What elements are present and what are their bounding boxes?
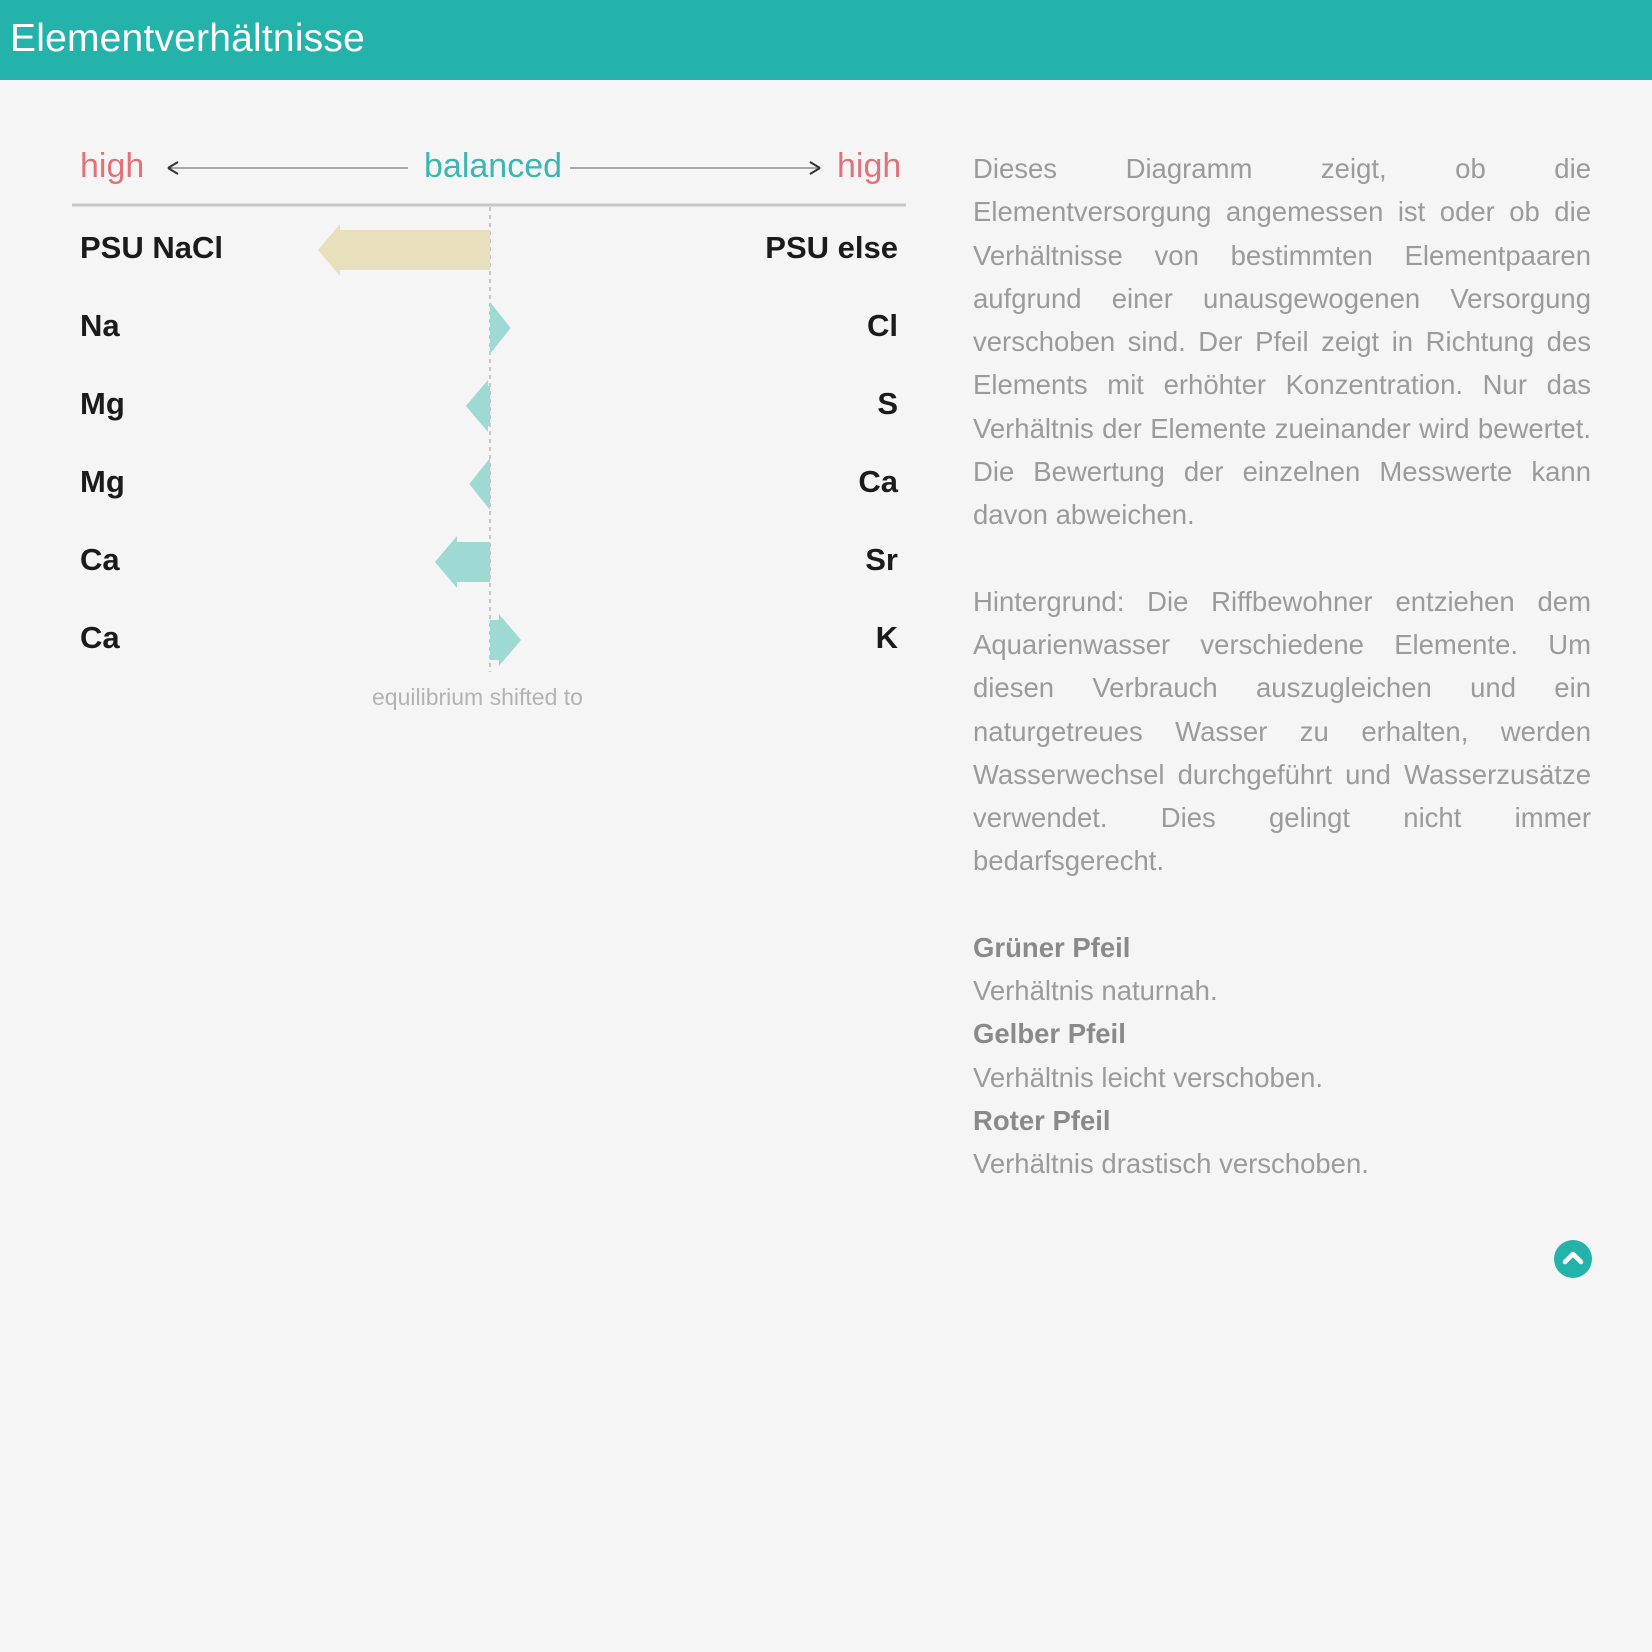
ratio-arrow — [490, 614, 521, 666]
ratio-arrow — [466, 380, 490, 432]
row-label-right: Sr — [865, 542, 898, 577]
info-panel — [973, 147, 1591, 1186]
scale-left-high: high — [80, 147, 145, 185]
scale-right-high: high — [837, 147, 902, 185]
row-label-right: Cl — [867, 308, 898, 343]
row-label-left: PSU NaCl — [80, 230, 223, 265]
header-bar — [0, 0, 1652, 80]
description-text: Dieses Diagramm zeigt, ob die Elementversorgung angemessen ist oder ob die Verhältnisse von bestimmten Elementpaaren aufgrund einer unausgewogenen Versorgung verschoben sind. Der Pfeil zeigt in Richtung des Elements mit erhöhter Konzentration. Nur das Verhältnis der Elemente zueinander wird bewertet. Die Bewertung der einzelnen Messwerte kann davon abweichen. — [973, 153, 1591, 531]
legend-green-title: Grüner Pfeil — [973, 931, 1131, 963]
ratio-arrow — [469, 458, 490, 510]
ratio-arrow — [318, 224, 490, 276]
legend-yellow-text: Verhältnis leicht verschoben. — [973, 1061, 1324, 1093]
ratio-chart — [0, 80, 940, 730]
scroll-top-button[interactable] — [1554, 1240, 1592, 1278]
row-label-right: PSU else — [765, 230, 898, 265]
legend-green-text: Verhältnis naturnah. — [973, 975, 1218, 1007]
row-label-right: Ca — [858, 464, 898, 499]
legend-yellow-title: Gelber Pfeil — [973, 1018, 1126, 1050]
ratio-arrow — [435, 536, 490, 588]
ratio-arrow — [490, 302, 511, 354]
legend-red-text: Verhältnis drastisch verschoben. — [973, 1148, 1369, 1180]
legend-red-title: Roter Pfeil — [973, 1104, 1111, 1136]
background-text: Hintergrund: Die Riffbewohner entziehen dem Aquarienwasser verschiedene Elemente. Um diesen Verbrauch auszugleichen und ein naturgetreues Wasser zu erhalten, werden Wasserwechsel durchgeführt und Wasserzusätze verwendet. Dies gelingt nicht immer bedarfsgerecht. — [973, 585, 1591, 877]
row-label-left: Mg — [80, 386, 125, 421]
page-title: Elementverhältnisse — [10, 17, 365, 60]
row-label-left: Mg — [80, 464, 125, 499]
chevron-up-icon — [1554, 1240, 1592, 1278]
row-label-right: K — [875, 620, 898, 655]
chart-footnote: equilibrium shifted to — [372, 684, 583, 710]
scale-balanced: balanced — [424, 147, 563, 185]
row-label-left: Ca — [80, 542, 120, 577]
row-label-right: S — [877, 386, 898, 421]
legend — [973, 926, 1591, 1186]
row-label-left: Na — [80, 308, 120, 343]
row-label-left: Ca — [80, 620, 120, 655]
